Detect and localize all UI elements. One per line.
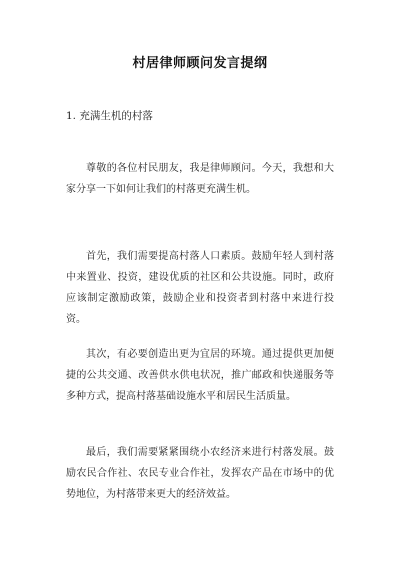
paragraph-economy: 最后，我们需要紧紧围绕小农经济来进行村落发展。鼓励农民合作社、农民专业合作社，发挥农产品在市场中的优势地位，为村落带来更大的经济效益。 bbox=[66, 447, 334, 500]
paragraph-population: 首先，我们需要提高村落人口素质。鼓励年轻人到村落中来置业、投资，建设优质的社区和公共设施。同时，政府应该制定激励政策，鼓励企业和投资者到村落中来进行投资。 bbox=[66, 251, 334, 325]
paragraph-greeting: 尊敬的各位村民朋友，我是律师顾问。今天，我想和大家分享一下如何让我们的村落更充满生机。 bbox=[66, 163, 334, 195]
document-title: 村居律师顾问发言提纲 bbox=[132, 56, 268, 71]
section-heading: 1. 充满生机的村落 bbox=[66, 110, 153, 122]
paragraph-environment: 其次，有必要创造出更为宜居的环境。通过提供更加便捷的公共交通、改善供水供电状况，推广邮政和快递服务等多种方式，提高村落基础设施水平和居民生活质量。 bbox=[66, 349, 334, 402]
